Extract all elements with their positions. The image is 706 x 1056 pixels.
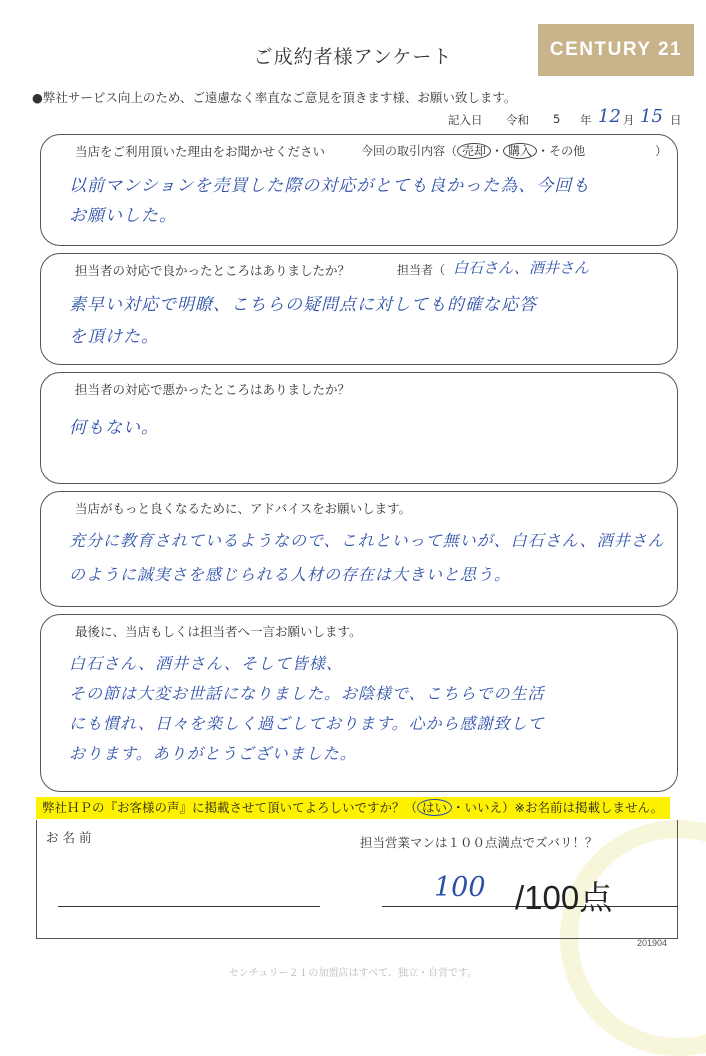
answer-advice-line1: 充分に教育されているようなので、これといって無いが、白石さん、酒井さん — [69, 531, 665, 550]
date-year-unit: 年 — [580, 113, 592, 127]
answer-advice-line2: のように誠実さを感じられる人材の存在は大きいと思う。 — [69, 565, 512, 584]
consent-no: ・いいえ） — [452, 800, 515, 815]
consent-note: ※お名前は掲載しません。 — [514, 800, 664, 815]
answer-reason-line1: 以前マンションを売買した際の対応がとても良かった為、今回も — [69, 176, 591, 196]
date-day-unit: 日 — [670, 113, 682, 127]
question-box-reason — [40, 134, 678, 246]
publish-consent — [36, 797, 670, 819]
consent-yes-circled: はい — [417, 799, 452, 816]
answer-reason-line2: お願いした。 — [69, 206, 177, 226]
trade-label: 今回の取引内容（ — [361, 144, 458, 158]
answer-good-line2: を頂けた。 — [69, 327, 159, 347]
question-box-bad — [40, 372, 678, 484]
answer-message-line2: その節は大変お世話になりました。お陰様で、こちらでの生活 — [69, 684, 545, 703]
name-field-line — [58, 906, 320, 907]
score-total: /100点 — [515, 879, 613, 916]
consent-question: 弊社ＨＰの『お客様の声』に掲載させて頂いてよろしいですか？（ — [42, 800, 418, 815]
intro-text: ●弊社サービス向上のため、ご遠慮なく率直なご意見を頂きます様、お願い致します。 — [32, 90, 517, 105]
century21-logo: CENTURY 21 — [538, 24, 694, 76]
option-other: その他 — [549, 144, 586, 158]
question-advice: 当店がもっと良くなるために、アドバイスをお願いします。 — [75, 501, 412, 516]
question-box-advice — [40, 491, 678, 607]
date-month: 12 — [598, 106, 621, 127]
answer-bad-line1: 何もない。 — [69, 418, 159, 438]
option-sell-circled: 売却 — [457, 143, 491, 159]
date-label: 記入日 — [448, 113, 483, 127]
answer-message-line3: にも慣れ、日々を楽しく過ごしております。心から感謝致して — [69, 714, 545, 733]
page-title: ご成約者様アンケート — [253, 46, 453, 68]
name-label: お名前 — [46, 830, 96, 845]
question-bad-points: 担当者の対応で悪かったところはありましたか？ — [75, 382, 351, 397]
trade-type: 今回の取引内容（ 売却 ・ 購入 ・その他 ） — [361, 144, 668, 158]
option-buy-circled: 購入 — [503, 143, 537, 159]
score-value: 100 — [434, 872, 486, 903]
date-year: 5 — [553, 112, 561, 126]
question-box-good — [40, 253, 678, 365]
staff-names: 白石さん、酒井さん — [453, 259, 589, 277]
score-label: 担当営業マンは１００点満点でズバリ！？ — [360, 835, 598, 850]
answer-message-line4: おります。ありがとうございました。 — [69, 744, 357, 763]
question-reason: 当店をご利用頂いた理由をお聞かせください — [75, 144, 326, 159]
staff-label: 担当者（ — [397, 263, 446, 277]
answer-message-line1: 白石さん、酒井さん、そして皆様、 — [69, 654, 343, 673]
date-row — [448, 106, 683, 132]
date-era: 令和 — [506, 113, 529, 127]
answer-good-line1: 素早い対応で明瞭、こちらの疑問点に対しても的確な応答 — [69, 295, 537, 315]
date-month-unit: 月 — [623, 113, 635, 127]
footer-note: センチュリー２１の加盟店はすべて、独立・自営です。 — [228, 968, 478, 979]
question-good-points: 担当者の対応で良かったところはありましたか？ — [75, 263, 351, 278]
form-code: 201904 — [637, 938, 668, 948]
date-day: 15 — [640, 106, 663, 127]
question-box-message — [40, 614, 678, 792]
question-message: 最後に、当店もしくは担当者へ一言お願いします。 — [75, 624, 362, 639]
